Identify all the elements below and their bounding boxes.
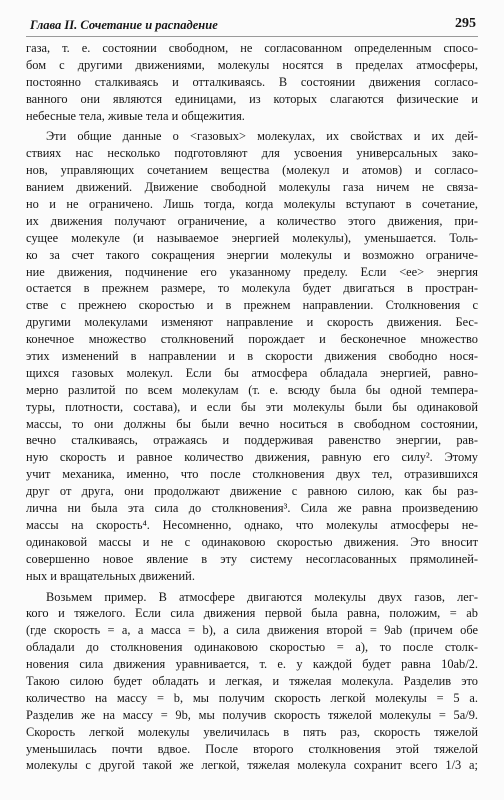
text-line: молекулы с другой такой же легкой, тяжелая молекула сохранит всего 1/3 a; bbox=[26, 758, 478, 773]
text-line: мерно разлитой по всем молекулам (т. е. всюду была бы одной темпера- bbox=[26, 382, 478, 397]
text-line: Такою силою будет обладать и легкая, и тяжелая молекула. Разделив это bbox=[26, 673, 478, 688]
text-line: одинаковой массы и не с одинаковою скоростью движения. Это вносит bbox=[26, 534, 478, 549]
text-line: ных и вращательных движений. bbox=[26, 568, 195, 583]
text-line: Эти общие данные о <газовых> молекулах, их свойствах и их дей- bbox=[46, 129, 478, 144]
text-line: лична ни была эта сила до столкновения³. Сила же равна произведению bbox=[26, 501, 478, 516]
text-line: количество на массу = b, мы получим скорость легкой молекулы = 5 a. bbox=[26, 690, 478, 705]
text-line: ние движения, подчинение его указанному пределу. Если <ее> энергия bbox=[26, 264, 478, 279]
text-line: постоянно сталкиваясь и отталкиваясь. В состоянии движения согласо- bbox=[26, 74, 478, 89]
text-line: щихся газовых молекул. Если бы атмосфера обладала энергией, равно- bbox=[26, 365, 478, 380]
text-line: нов, управляющих сочетанием вещества (молекул и атомов) и согласо- bbox=[26, 163, 478, 178]
text-line: Возьмем пример. В атмосфере двигаются молекулы двух газов, лег- bbox=[46, 589, 478, 604]
text-line: их движения получают ограничение, а количество этого движения, при- bbox=[26, 213, 478, 228]
text-line: остается в прежнем размере, то молекула будет двигаться в простран- bbox=[26, 281, 478, 296]
text-line: вечно сталкиваясь, отражаясь и поддерживая равенство энергии, рав- bbox=[26, 433, 478, 448]
chapter-title: Глава II. Сочетание и распадение bbox=[30, 18, 218, 32]
text-line: этих изменений в направлении и в скорости движения свободно нося- bbox=[26, 349, 478, 364]
text-line: стве с прежнею скоростью и в прежнем направлении. Столкновения с bbox=[26, 298, 478, 313]
text-line: сущее молекуле (и называемое энергией молекулы), уменьшается. Толь- bbox=[26, 230, 478, 245]
text-line: уменьшилась почти вдвое. После второго столкновения этой тяжелой bbox=[26, 741, 478, 756]
text-line: совершенно новое явление в эту систему несогласованных прямолиней- bbox=[26, 551, 478, 566]
text-line: бом с другими движениями, молекулы носятся в пределах атмосферы, bbox=[26, 57, 478, 72]
text-line: друг от друга, они продолжают движение с равною силою, как бы раз- bbox=[26, 484, 478, 499]
text-line: Разделив же на массу = 9b, мы получив скорость тяжелой молекулы = 5a/9. bbox=[26, 707, 478, 722]
text-line: массы, то они должны бы были вечно носиться в свободном состоянии, bbox=[26, 416, 478, 431]
text-line: обладали до столкновения одинаковою скоростью = a), то после столк- bbox=[26, 640, 478, 655]
text-line: ствиях нас несколько подготовляют для усвоения универсальных зако- bbox=[26, 146, 478, 161]
text-line: другими молекулами изменяют направление и скорость движения. Бес- bbox=[26, 315, 478, 330]
running-header bbox=[26, 16, 478, 37]
text-line: газа, т. е. состоянии свободном, не согласованном определенным спосо- bbox=[26, 41, 478, 55]
text-line: небесные тела, живые тела и общежития. bbox=[26, 108, 245, 123]
page-number: 295 bbox=[455, 16, 476, 31]
text-line: учит механика, именно, что после столкновения двух тел, отразившихся bbox=[26, 467, 478, 482]
text-line: туры, плотности, состава), и если бы эти молекулы были бы одинаковой bbox=[26, 399, 478, 414]
text-line: ную скорость и равное количество движения, равную его силу². Этому bbox=[26, 450, 478, 465]
text-line: (где скорость = a, а масса = b), а сила движения второй = 9ab (причем обе bbox=[26, 623, 478, 638]
text-line: ванного они являются единицами, из которых слагаются физические и bbox=[26, 91, 478, 106]
page-body-text bbox=[26, 40, 478, 800]
text-line: массы на скорость⁴. Несомненно, однако, что молекулы атмосферы не- bbox=[26, 517, 478, 532]
text-line: но и не ограничено. Лишь тогда, когда молекулы вступают в сочетание, bbox=[26, 197, 478, 212]
text-line: ванием движений. Движение свободной молекулы газа ничем не связа- bbox=[26, 180, 478, 195]
text-line: конечное множество столкновений порождает и бесконечное множество bbox=[26, 332, 478, 347]
text-line: Скорость легкой молекулы увеличилась в пять раз, скорость тяжелой bbox=[26, 724, 478, 739]
text-line: новения сила движения уравнивается, т. е. у каждой будет равна 10ab/2. bbox=[26, 657, 478, 672]
text-line: кого и тяжелого. Если сила движения первой была равна, положим, = ab bbox=[26, 606, 478, 621]
text-line: ко за счет такого сокращения энергии молекулы и возможно ограниче- bbox=[26, 247, 478, 262]
